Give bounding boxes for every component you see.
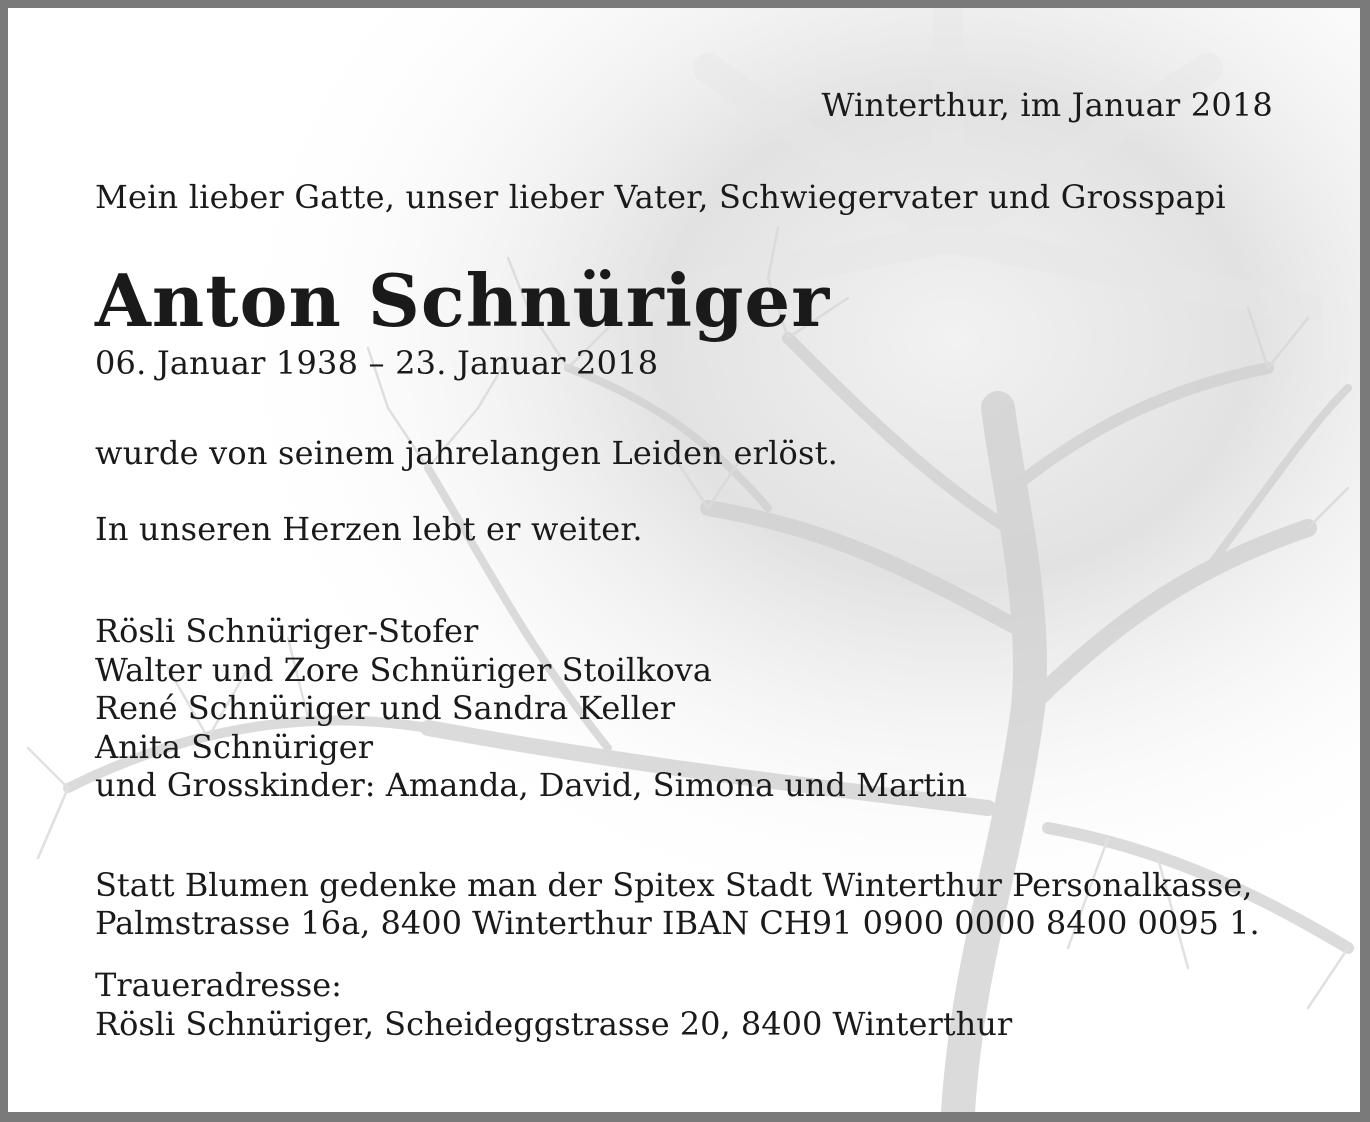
intro-line: Mein lieber Gatte, unser lieber Vater, Schwiegervater und Grosspapi xyxy=(95,178,1226,216)
donation-line: Palmstrasse 16a, 8400 Winterthur IBAN CH91 0900 0000 8400 0095 1. xyxy=(95,904,1260,942)
tree-background-image xyxy=(8,8,1360,1112)
obituary-notice xyxy=(8,8,1360,1112)
mourning-address-label: Traueradresse: xyxy=(95,966,342,1004)
mourning-address-value: Rösli Schnüriger, Scheideggstrasse 20, 8400 Winterthur xyxy=(95,1005,1013,1043)
message-line: In unseren Herzen lebt er weiter. xyxy=(95,510,643,548)
mourning-address xyxy=(95,966,1012,1044)
message-line: wurde von seinem jahrelangen Leiden erlöst. xyxy=(95,434,839,472)
mourner-item: Anita Schnüriger xyxy=(95,727,373,766)
mourner-item: Walter und Zore Schnüriger Stoilkova xyxy=(95,650,712,689)
donation-line: Statt Blumen gedenke man der Spitex Stadt Winterthur Personalkasse, xyxy=(95,866,1253,904)
donation-note xyxy=(95,866,1260,942)
life-dates: 06. Januar 1938 – 23. Januar 2018 xyxy=(95,344,659,382)
mourner-item: Rösli Schnüriger-Stofer xyxy=(95,612,479,650)
mourners-list xyxy=(95,612,967,805)
mourner-item: René Schnüriger und Sandra Keller xyxy=(95,689,676,727)
mourner-item: und Grosskinder: Amanda, David, Simona und Martin xyxy=(95,766,968,804)
place-date: Winterthur, im Januar 2018 xyxy=(821,86,1273,124)
deceased-name: Anton Schnüriger xyxy=(95,258,831,343)
